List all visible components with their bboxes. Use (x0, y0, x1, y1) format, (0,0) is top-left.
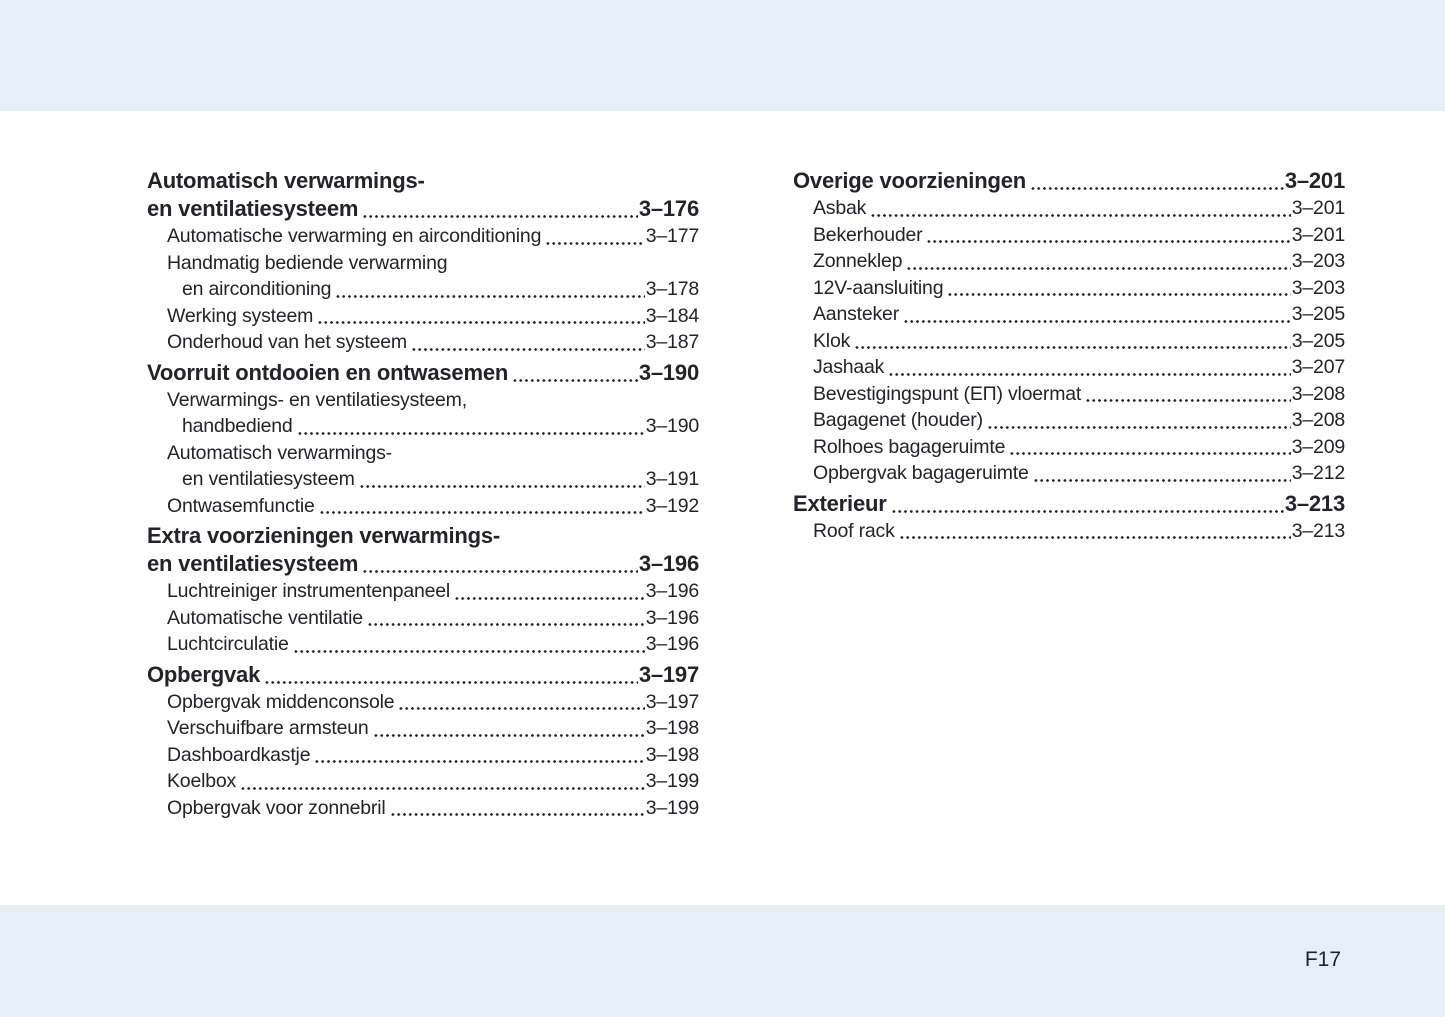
dot-leader (987, 426, 1291, 429)
toc-entry-text: Koelbox (167, 770, 237, 792)
toc-entry-text: Rolhoes bagageruimte (813, 435, 1006, 458)
toc-entry (147, 303, 699, 330)
toc-entry-text: Dashboardkastje (167, 743, 311, 766)
dot-leader (947, 293, 1290, 296)
dot-leader (398, 707, 644, 710)
toc-entry-text: Bevestigingspunt (EП) vloermat (813, 382, 1082, 405)
dot-leader (1085, 399, 1291, 402)
toc-entry-page: 3–176 (638, 196, 699, 221)
toc-entry (147, 689, 699, 716)
dot-leader (512, 379, 638, 382)
dot-leader (906, 267, 1291, 270)
toc-entry-page: 3–205 (1291, 329, 1345, 352)
toc-entry-text: Luchtreiniger instrumentenpaneel (167, 580, 451, 602)
toc-entry-text: Voorruit ontdooien en ontwasemen (147, 359, 509, 385)
toc-entry-page: 3–201 (1291, 197, 1345, 219)
toc-entry (147, 768, 699, 795)
toc-entry-text: Opbergvak middenconsole (167, 690, 395, 713)
dot-leader (319, 511, 645, 514)
toc-entry-text: Roof rack (813, 519, 895, 542)
toc-entry (793, 167, 1345, 195)
toc-entry-text: en ventilatiesysteem (147, 196, 359, 221)
toc-entry-page: 3–187 (645, 331, 699, 353)
toc-entry-page: 3–196 (645, 580, 699, 602)
toc-entry-text: Opbergvak (147, 661, 261, 687)
toc-entry (147, 631, 699, 658)
dot-leader (903, 320, 1291, 323)
toc-entry-text: Onderhoud van het systeem (167, 331, 407, 353)
dot-leader (359, 485, 645, 488)
toc-entry-page: 3–196 (638, 551, 699, 576)
toc-entry-text: Opbergvak bagageruimte (813, 462, 1029, 484)
toc-entry-text: en airconditioning (182, 278, 332, 300)
toc-entry (147, 742, 699, 769)
toc-entry-text: Zonneklep (813, 250, 903, 272)
toc-entry-page: 3–190 (638, 359, 699, 385)
toc-entry-text: Automatisch verwarmings- (167, 441, 392, 464)
dot-leader (899, 536, 1291, 539)
toc-entry-text: Automatisch verwarmings- (147, 168, 425, 193)
toc-entry-page: 3–201 (1291, 223, 1345, 246)
toc-entry (147, 329, 699, 356)
dot-leader (293, 650, 645, 653)
toc-entry (147, 578, 699, 605)
toc-entry-text: handbediend (182, 415, 293, 437)
dot-leader (1009, 452, 1291, 455)
toc-entry-text: Handmatig bediende verwarming (167, 251, 448, 274)
toc-entry (147, 493, 699, 520)
toc-entry (793, 434, 1345, 461)
page-number: F17 (1304, 948, 1341, 971)
toc-entry-page: 3–191 (645, 468, 699, 490)
toc-entry (793, 460, 1345, 487)
dot-leader (1033, 479, 1291, 482)
toc-entry-text: Jashaak (813, 356, 885, 378)
toc-entry (147, 605, 699, 632)
toc-entry (147, 387, 699, 440)
toc-entry-page: 3–178 (645, 278, 699, 300)
toc-entry (147, 359, 699, 387)
toc-entry-page: 3–203 (1291, 276, 1345, 299)
toc-entry-text: Werking systeem (167, 304, 314, 327)
toc-entry (147, 223, 699, 250)
dot-leader (367, 623, 645, 626)
toc-entry-text: Extra voorzieningen verwarmings- (147, 523, 501, 548)
toc-entry-text: 12V-aansluiting (813, 276, 944, 299)
dot-leader (314, 760, 644, 763)
dot-leader (297, 432, 645, 435)
toc-entry-page: 3–208 (1291, 409, 1345, 431)
toc-entry (793, 328, 1345, 355)
toc-entry-text: Klok (813, 329, 851, 352)
toc-entry-text: Asbak (813, 197, 867, 219)
toc-entry-page: 3–196 (645, 633, 699, 655)
toc-entry-page: 3–203 (1291, 250, 1345, 272)
dot-leader (362, 570, 638, 573)
toc-entry-page: 3–198 (645, 743, 699, 766)
toc-entry-page: 3–209 (1291, 435, 1345, 458)
dot-leader (362, 215, 638, 218)
dot-leader (1030, 187, 1284, 190)
dot-leader (888, 373, 1291, 376)
toc-entry-text: Verwarmings- en ventilatiesysteem, (167, 388, 467, 411)
dot-leader (545, 242, 645, 245)
dot-leader (870, 214, 1291, 217)
toc-entry-page: 3–198 (645, 717, 699, 739)
toc-entry (147, 522, 699, 578)
dot-leader (891, 510, 1284, 513)
toc-entry (793, 381, 1345, 408)
toc-entry-page: 3–199 (645, 770, 699, 792)
toc-entry-page: 3–177 (645, 225, 699, 247)
dot-leader (335, 295, 645, 298)
dot-leader (926, 240, 1290, 243)
toc-entry (793, 490, 1345, 518)
toc-entry-page: 3–213 (1284, 490, 1345, 516)
toc-column-right (793, 167, 1345, 544)
toc-entry-page: 3–196 (645, 606, 699, 629)
dot-leader (317, 321, 645, 324)
toc-entry-page: 3–197 (638, 661, 699, 687)
dot-leader (854, 346, 1291, 349)
dot-leader (454, 597, 645, 600)
toc-entry-text: Bekerhouder (813, 223, 923, 246)
toc-entry-text: Overige voorzieningen (793, 168, 1026, 193)
toc-entry-text: Automatische ventilatie (167, 606, 363, 629)
toc-entry-page: 3–197 (645, 690, 699, 713)
dot-leader (411, 348, 645, 351)
toc-entry (147, 250, 699, 303)
toc-entry-text: en ventilatiesysteem (182, 468, 355, 490)
toc-entry (793, 275, 1345, 302)
toc-entry-page: 3–201 (1284, 168, 1345, 193)
toc-entry-text: Bagagenet (houder) (813, 409, 983, 431)
toc-entry (793, 518, 1345, 545)
toc-entry-page: 3–190 (645, 415, 699, 437)
toc-entry-page: 3–192 (645, 494, 699, 517)
toc-entry-text: en ventilatiesysteem (147, 551, 359, 576)
toc-entry-page: 3–184 (645, 304, 699, 327)
toc-entry-page: 3–208 (1291, 382, 1345, 405)
bottom-band (0, 905, 1445, 1017)
toc-entry (147, 795, 699, 822)
dot-leader (373, 734, 645, 737)
dot-leader (240, 787, 645, 790)
toc-entry-page: 3–199 (645, 796, 699, 819)
toc-entry-text: Aansteker (813, 303, 899, 325)
dot-leader (264, 681, 638, 684)
toc-entry (147, 167, 699, 223)
toc-entry-page: 3–205 (1291, 303, 1345, 325)
toc-entry (147, 440, 699, 493)
toc-entry (793, 301, 1345, 328)
dot-leader (390, 813, 645, 816)
toc-entry-page: 3–213 (1291, 519, 1345, 542)
toc-column-left (147, 167, 699, 821)
toc-entry (793, 222, 1345, 249)
toc-entry-text: Opbergvak voor zonnebril (167, 796, 386, 819)
toc-entry-text: Exterieur (793, 490, 887, 516)
toc-entry (793, 248, 1345, 275)
toc-entry (793, 195, 1345, 222)
toc-entry-page: 3–207 (1291, 356, 1345, 378)
toc-entry (793, 407, 1345, 434)
top-band (0, 0, 1445, 111)
toc-entry (793, 354, 1345, 381)
toc-entry-text: Automatische verwarming en airconditioning (167, 225, 542, 247)
toc-entry (147, 715, 699, 742)
toc-entry (147, 661, 699, 689)
toc-entry-text: Ontwasemfunctie (167, 494, 315, 517)
toc-entry-text: Luchtcirculatie (167, 633, 289, 655)
toc-entry-page: 3–212 (1291, 462, 1345, 484)
toc-entry-text: Verschuifbare armsteun (167, 717, 369, 739)
